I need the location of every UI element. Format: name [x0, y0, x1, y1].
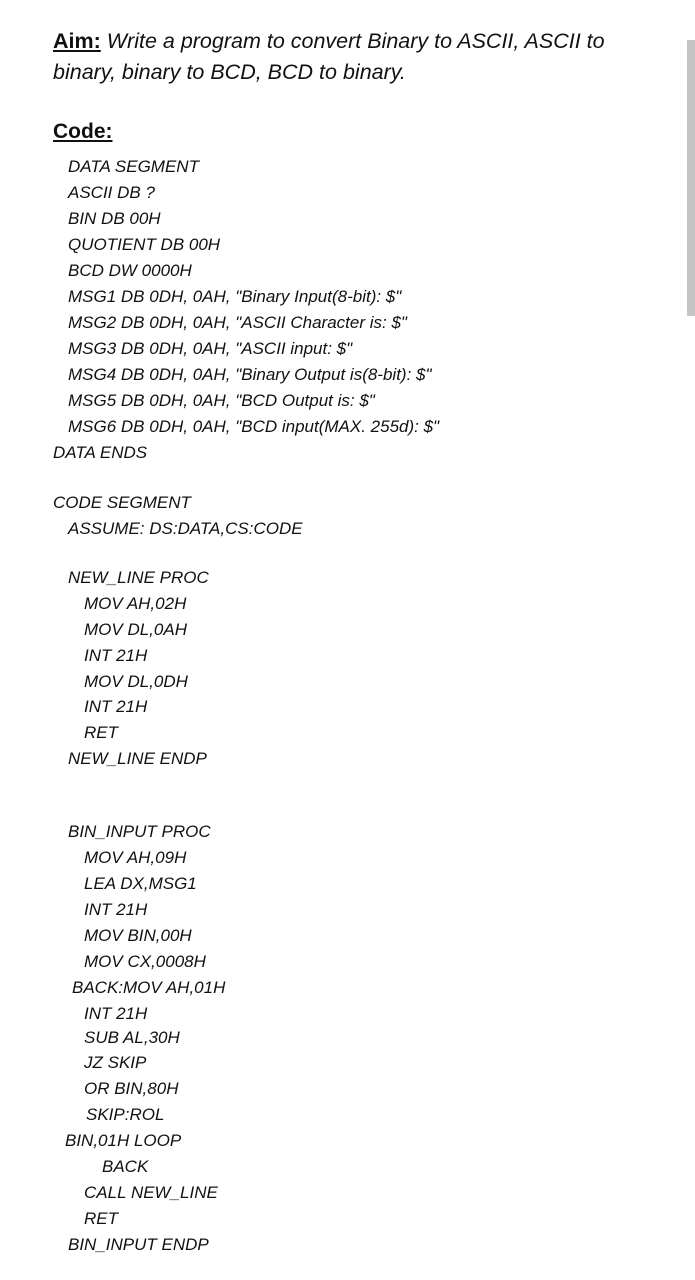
code-line: MOV DL,0DH: [84, 672, 188, 691]
code-line: CODE SEGMENT: [53, 493, 191, 512]
code-line: NEW_LINE PROC: [68, 568, 209, 587]
code-line: JZ SKIP: [84, 1053, 147, 1072]
code-line: MOV CX,0008H: [84, 952, 206, 971]
aim-text: Write a program to convert Binary to ASCII, ASCII to binary, binary to BCD, BCD to binary.: [53, 29, 605, 84]
code-line: BIN_INPUT PROC: [68, 822, 211, 841]
code-line: DATA ENDS: [53, 443, 148, 462]
code-line: BIN_INPUT ENDP: [68, 1235, 209, 1254]
code-line: INT 21H: [84, 900, 148, 919]
code-line: CALL NEW_LINE: [84, 1183, 218, 1202]
code-heading: Code:: [53, 120, 113, 143]
code-line: BACK: [102, 1157, 149, 1176]
aim-paragraph: [53, 26, 663, 88]
code-line: RET: [84, 1209, 118, 1228]
code-line: MOV AH,02H: [84, 594, 187, 613]
code-line: RET: [84, 723, 118, 742]
code-line: QUOTIENT DB 00H: [68, 235, 221, 254]
code-line: BACK:MOV AH,01H: [72, 978, 226, 997]
code-line: DATA SEGMENT: [68, 157, 199, 176]
code-line: INT 21H: [84, 1004, 148, 1023]
code-line: ASCII DB ?: [68, 183, 155, 202]
code-line: MOV BIN,00H: [84, 926, 192, 945]
aim-label: Aim:: [53, 29, 101, 53]
code-line: ASSUME: DS:DATA,CS:CODE: [68, 519, 303, 538]
code-line: BIN DB 00H: [68, 209, 161, 228]
scrollbar[interactable]: [687, 40, 695, 316]
code-line: MSG3 DB 0DH, 0AH, "ASCII input: $": [68, 339, 353, 358]
code-line: MOV DL,0AH: [84, 620, 187, 639]
code-line: SUB AL,30H: [84, 1028, 180, 1047]
code-line: INT 21H: [84, 646, 148, 665]
code-line: MSG1 DB 0DH, 0AH, "Binary Input(8-bit): $": [68, 287, 402, 306]
code-line: MSG6 DB 0DH, 0AH, "BCD input(MAX. 255d): $": [68, 417, 440, 436]
code-line: BIN,01H LOOP: [65, 1131, 182, 1150]
code-line: OR BIN,80H: [84, 1079, 179, 1098]
code-line: NEW_LINE ENDP: [68, 749, 207, 768]
code-line: INT 21H: [84, 697, 148, 716]
code-line: MOV AH,09H: [84, 848, 187, 867]
code-line: SKIP:ROL: [86, 1105, 165, 1124]
code-line: MSG2 DB 0DH, 0AH, "ASCII Character is: $": [68, 313, 407, 332]
code-line: LEA DX,MSG1: [84, 874, 197, 893]
code-line: MSG4 DB 0DH, 0AH, "Binary Output is(8-bit): $": [68, 365, 432, 384]
code-line: MSG5 DB 0DH, 0AH, "BCD Output is: $": [68, 391, 375, 410]
code-line: BCD DW 0000H: [68, 261, 192, 280]
